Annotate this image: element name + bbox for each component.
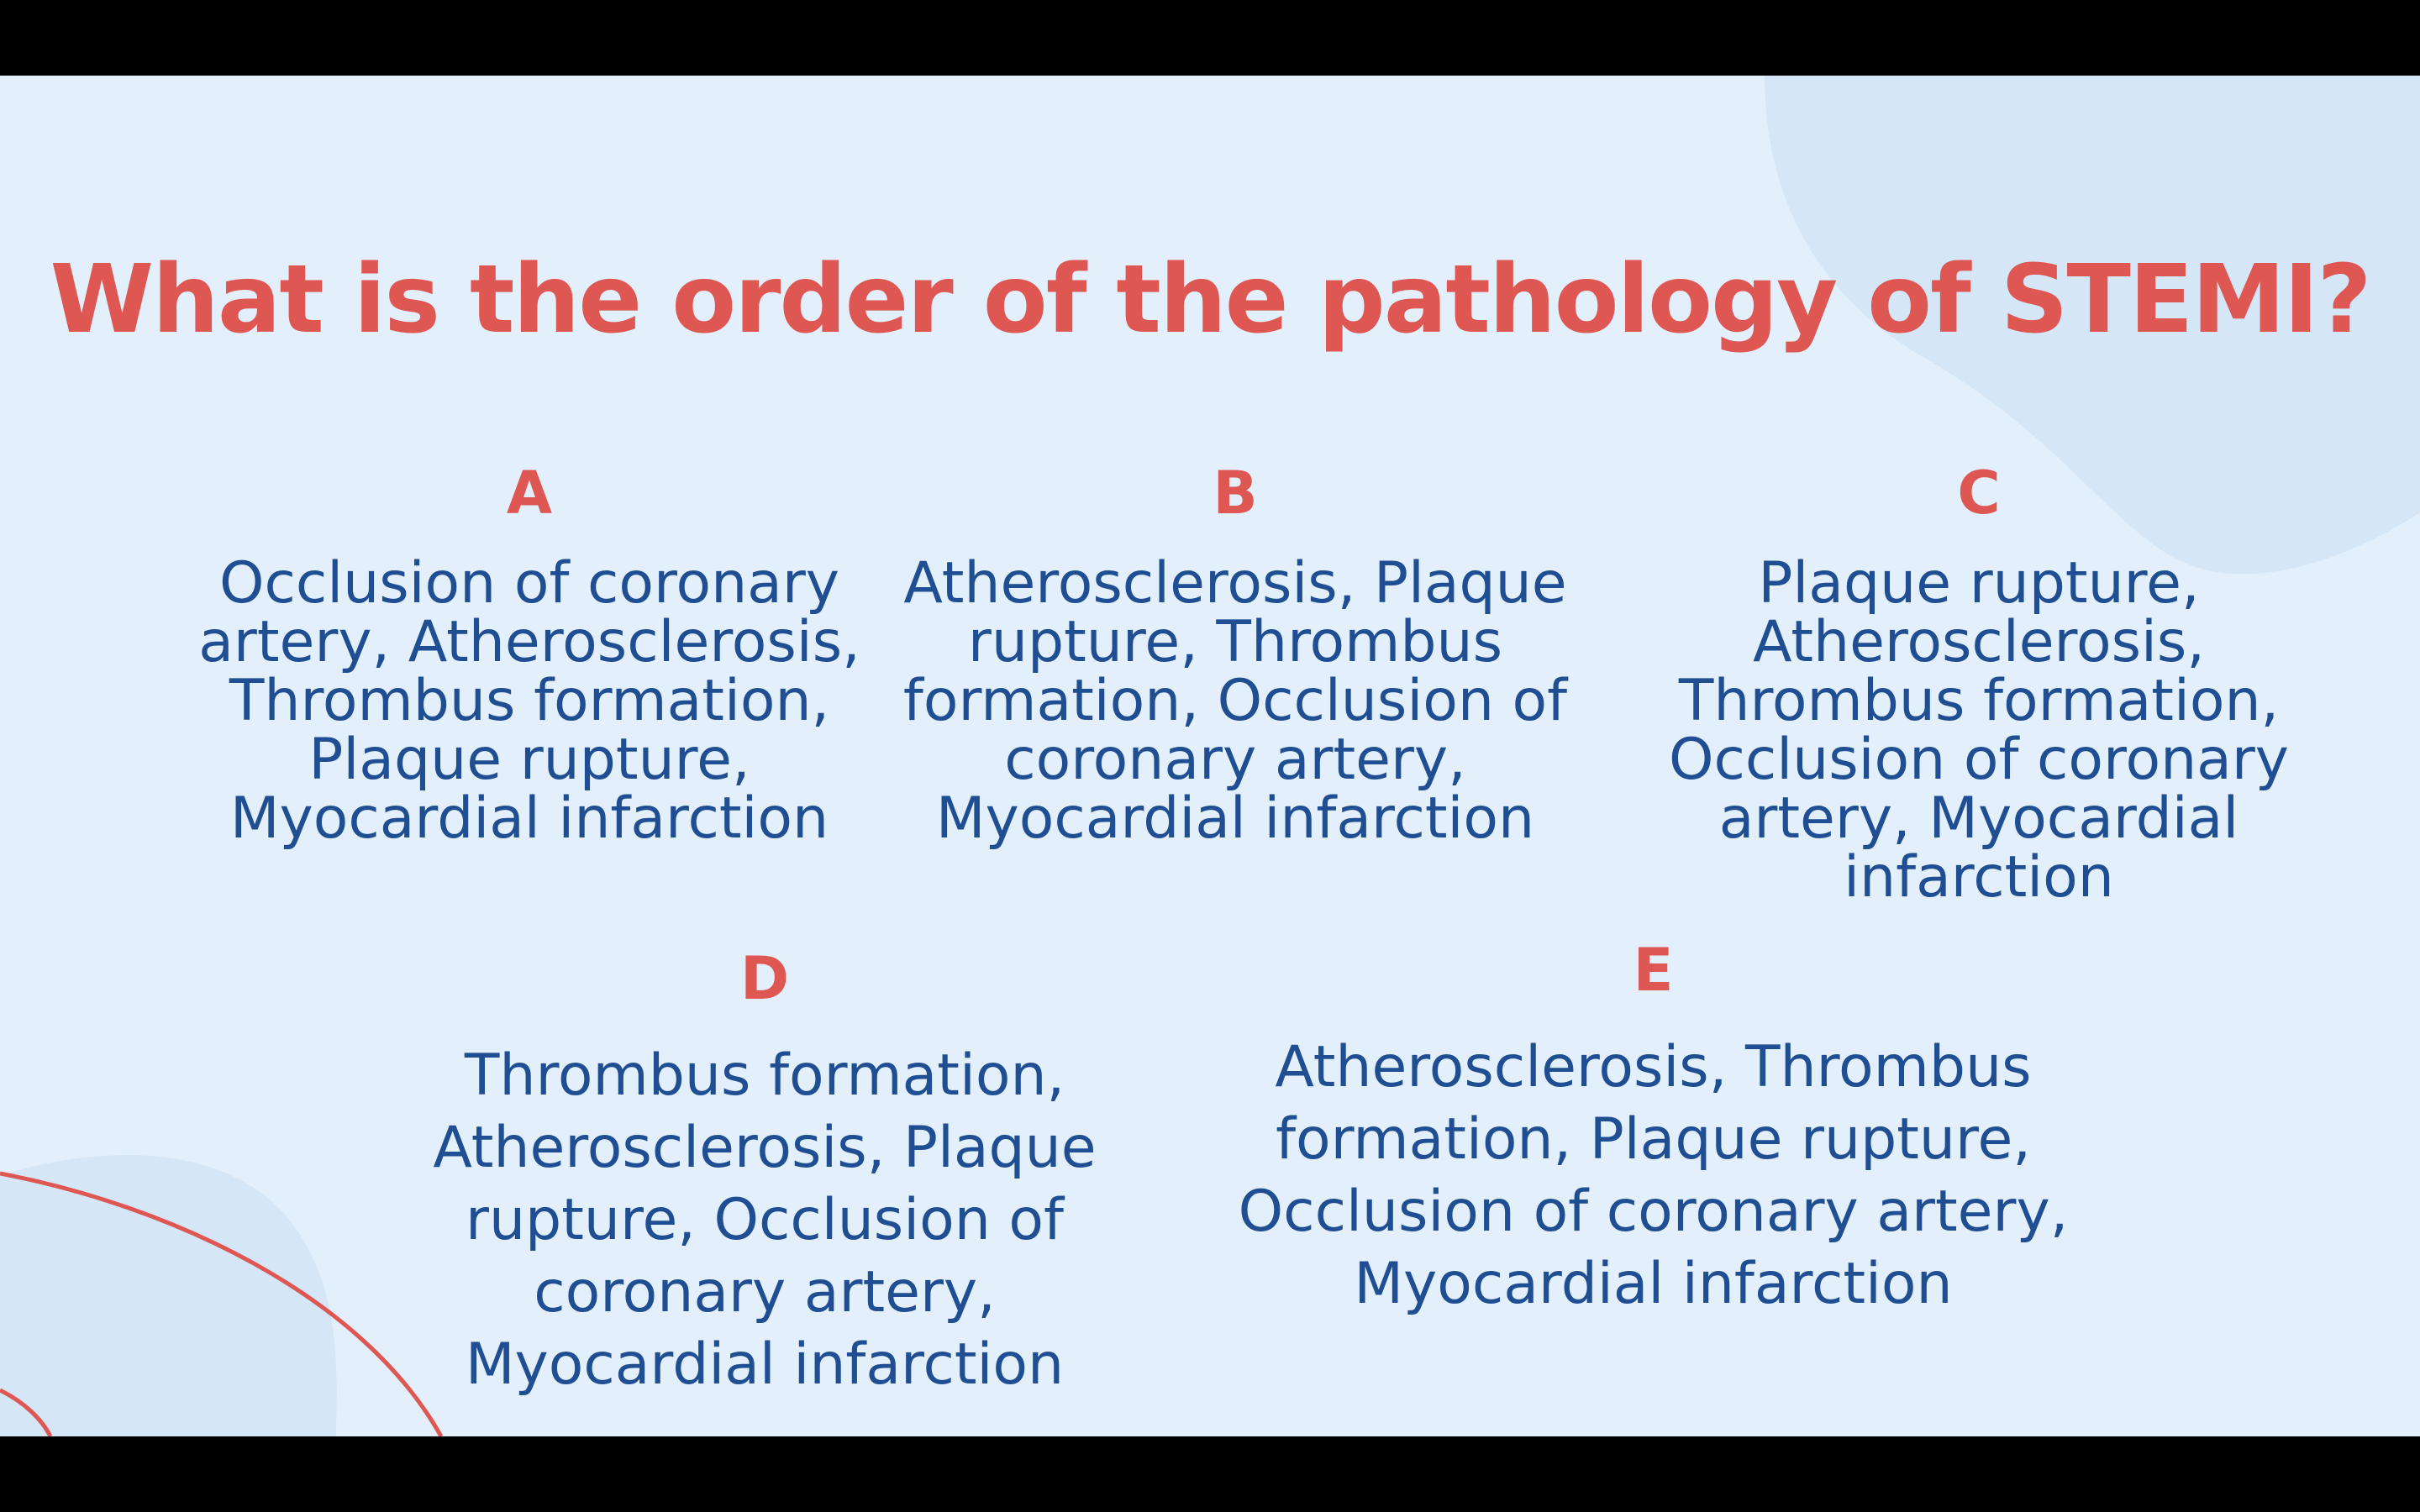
letterbox-top [0, 0, 2420, 76]
answer-option-e[interactable] [1218, 936, 2088, 1320]
option-e-letter: E [1633, 936, 1674, 1005]
option-a-letter: A [506, 459, 553, 528]
option-b-letter: B [1213, 459, 1258, 528]
answer-option-c[interactable] [1622, 459, 2336, 911]
answer-option-d[interactable] [395, 944, 1134, 1401]
answer-option-a[interactable] [176, 459, 882, 852]
option-d-letter: D [739, 944, 790, 1013]
bottom-left-blob-shape [0, 1155, 337, 1436]
slide [0, 76, 2420, 1436]
answer-option-b[interactable] [882, 459, 1588, 852]
option-a-text: Occlusion of coronary artery, Atherosclerosis, Thrombus formation, Plaque rupture, Myocardial infarction [198, 550, 860, 852]
option-c-letter: C [1957, 459, 2001, 528]
option-d-text: Thrombus formation, Atherosclerosis, Plaque rupture, Occlusion of coronary artery, Myocardial infarction [433, 1042, 1097, 1398]
slide-title: What is the order of the pathology of STEMI? [50, 245, 2370, 354]
letterbox-bottom [0, 1436, 2420, 1512]
option-c-text: Plaque rupture, Atherosclerosis, Thrombus formation, Occlusion of coronary artery, Myocardial infarction [1668, 550, 2290, 911]
option-b-text: Atherosclerosis, Plaque rupture, Thrombus formation, Occlusion of coronary artery, Myocardial infarction [902, 550, 1568, 852]
option-e-text: Atherosclerosis, Thrombus formation, Plaque rupture, Occlusion of coronary artery, Myocardial infarction [1238, 1034, 2069, 1317]
